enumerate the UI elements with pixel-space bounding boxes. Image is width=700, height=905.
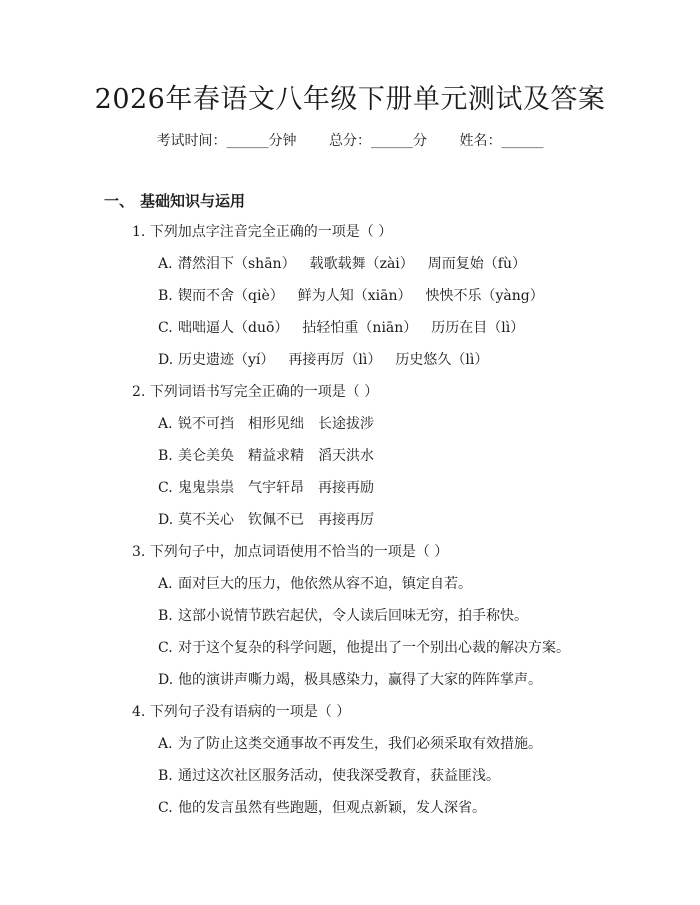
option-text: 鲜为人知（xiān） bbox=[297, 288, 412, 304]
document-title: 2026年春语文八年级下册单元测试及答案 bbox=[94, 84, 606, 115]
option-letter: A. bbox=[158, 576, 173, 592]
answer-option bbox=[0, 728, 700, 760]
option-text: 咄咄逼人（duō） bbox=[178, 320, 289, 336]
option-text: 为了防止这类交通事故不再发生，我们必须采取有效措施。 bbox=[178, 736, 542, 752]
option-text: 锲而不舍（qiè） bbox=[178, 288, 284, 304]
answer-option bbox=[0, 408, 700, 440]
question-stem: 4. 下列句子没有语病的一项是（ ） bbox=[132, 704, 351, 720]
option-text: 滔天洪水 bbox=[318, 448, 374, 464]
option-letter: C. bbox=[158, 320, 173, 336]
option-text: 再接再厉（lì） bbox=[288, 352, 382, 368]
option-letter: B. bbox=[158, 608, 173, 624]
answer-option bbox=[0, 344, 700, 376]
question-list bbox=[0, 216, 700, 824]
option-letter: A. bbox=[158, 736, 173, 752]
option-letter: B. bbox=[158, 448, 173, 464]
option-text: 长途拔涉 bbox=[318, 416, 374, 432]
option-letter: C. bbox=[158, 800, 173, 816]
section-number: 一、 bbox=[104, 192, 135, 210]
answer-option bbox=[0, 568, 700, 600]
option-letter: B. bbox=[158, 288, 173, 304]
question-stem: 1. 下列加点字注音完全正确的一项是（ ） bbox=[132, 224, 393, 240]
option-text: 气宇轩昂 bbox=[248, 480, 304, 496]
option-text: 锐不可挡 bbox=[178, 416, 234, 432]
option-text: 怏怏不乐（yàng） bbox=[425, 288, 544, 304]
answer-option bbox=[0, 504, 700, 536]
option-letter: C. bbox=[158, 640, 173, 656]
answer-option bbox=[0, 760, 700, 792]
question-stem: 2. 下列词语书写完全正确的一项是（ ） bbox=[132, 384, 379, 400]
option-letter: A. bbox=[158, 256, 173, 272]
option-letter: C. bbox=[158, 480, 173, 496]
option-text: 历史悠久（lì） bbox=[395, 352, 489, 368]
option-text: 载歌载舞（zài） bbox=[309, 256, 414, 272]
option-text: 周而复始（fù） bbox=[427, 256, 526, 272]
option-text: 他的演讲声嘶力竭，极具感染力，赢得了大家的阵阵掌声。 bbox=[178, 672, 542, 688]
name-label: 姓名： bbox=[459, 133, 502, 149]
option-letter: D. bbox=[158, 352, 174, 368]
option-text: 他的发言虽然有些跑题，但观点新颖，发人深省。 bbox=[178, 800, 486, 816]
name-field bbox=[459, 133, 543, 149]
answer-option bbox=[0, 248, 700, 280]
option-text: 钦佩不已 bbox=[248, 512, 304, 528]
total-score-field bbox=[329, 133, 427, 149]
option-text: 相形见绌 bbox=[248, 416, 304, 432]
name-blank: ______ bbox=[501, 133, 544, 149]
exam-time-blank: ______分钟 bbox=[226, 133, 297, 149]
answer-option bbox=[0, 312, 700, 344]
section-heading bbox=[104, 191, 245, 211]
answer-option bbox=[0, 632, 700, 664]
question-stem: 3. 下列句子中，加点词语使用不恰当的一项是（ ） bbox=[132, 544, 449, 560]
total-score-blank: ______分 bbox=[371, 133, 427, 149]
section-title: 基础知识与运用 bbox=[140, 192, 246, 210]
option-text: 再接再励 bbox=[318, 480, 374, 496]
option-letter: D. bbox=[158, 512, 174, 528]
option-text: 潸然泪下（shān） bbox=[178, 256, 296, 272]
option-text: 美仑美奂 bbox=[178, 448, 234, 464]
option-letter: A. bbox=[158, 416, 173, 432]
answer-option bbox=[0, 440, 700, 472]
answer-option bbox=[0, 600, 700, 632]
option-text: 再接再厉 bbox=[318, 512, 374, 528]
option-text: 历历在目（lì） bbox=[431, 320, 525, 336]
option-text: 通过这次社区服务活动，使我深受教育，获益匪浅。 bbox=[178, 768, 500, 784]
answer-option bbox=[0, 792, 700, 824]
exam-info-line bbox=[0, 131, 700, 151]
option-text: 历史遗迹（yí） bbox=[178, 352, 275, 368]
answer-option bbox=[0, 280, 700, 312]
option-text: 面对巨大的压力，他依然从容不迫，镇定自若。 bbox=[178, 576, 472, 592]
option-text: 莫不关心 bbox=[178, 512, 234, 528]
option-text: 鬼鬼祟祟 bbox=[178, 480, 234, 496]
answer-option bbox=[0, 472, 700, 504]
option-text: 这部小说情节跌宕起伏，令人读后回味无穷，拍手称快。 bbox=[178, 608, 528, 624]
exam-time-label: 考试时间： bbox=[156, 133, 227, 149]
option-text: 拈轻怕重（niān） bbox=[302, 320, 418, 336]
total-score-label: 总分： bbox=[329, 133, 371, 149]
option-letter: D. bbox=[158, 672, 174, 688]
option-letter: B. bbox=[158, 768, 173, 784]
option-text: 对于这个复杂的科学问题，他提出了一个别出心裁的解决方案。 bbox=[178, 640, 570, 656]
option-text: 精益求精 bbox=[248, 448, 304, 464]
exam-time-field bbox=[157, 133, 297, 149]
answer-option bbox=[0, 664, 700, 696]
